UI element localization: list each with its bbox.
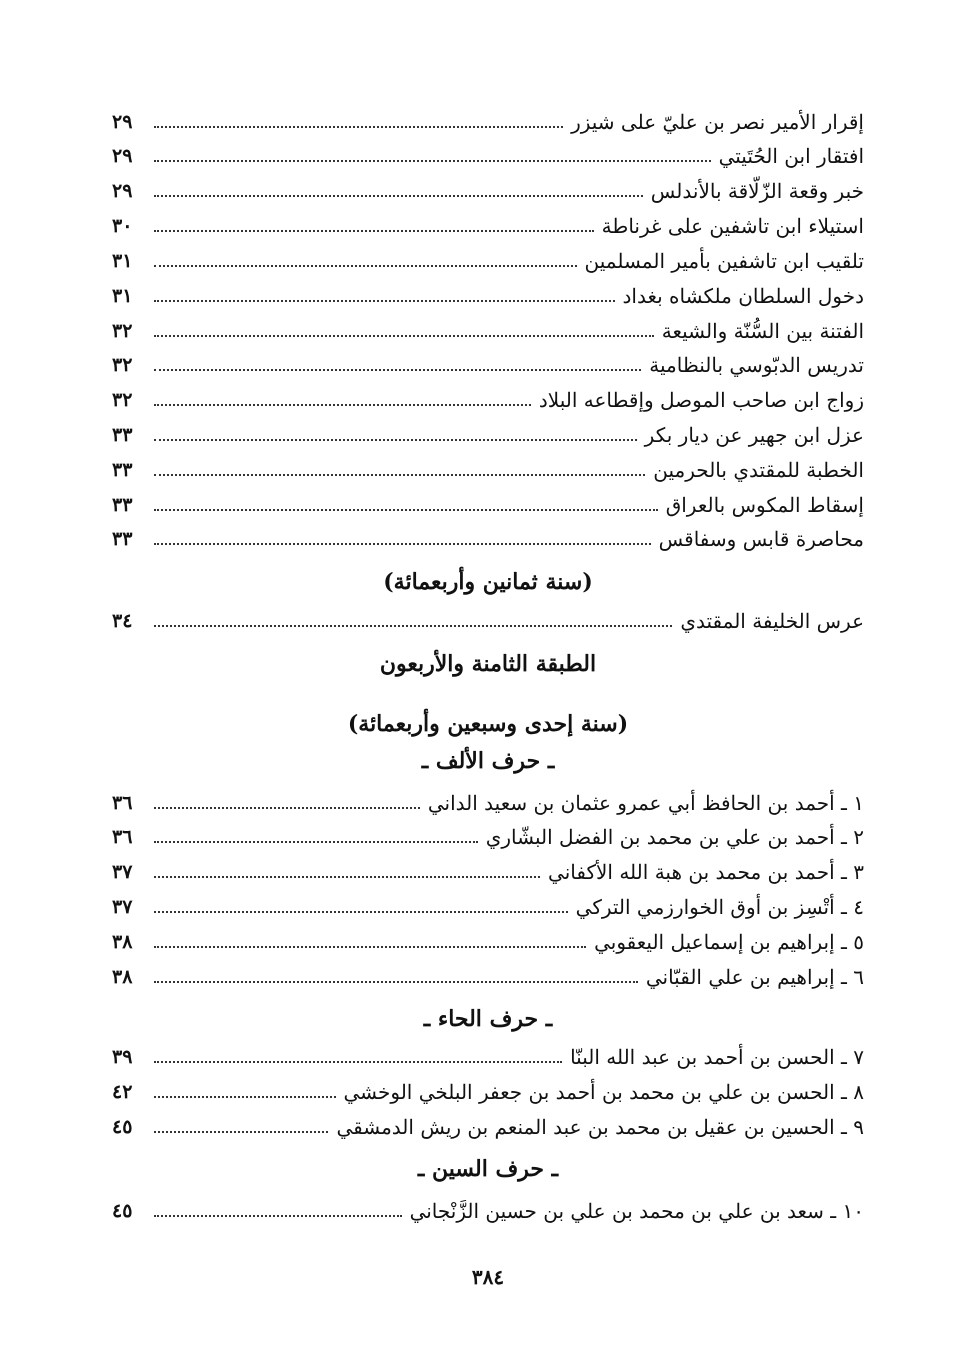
toc-entry: [112, 455, 864, 485]
year-heading: (سنة إحدى وسبعين وأربعمائة): [347, 711, 629, 737]
entry-page-number: ٣٣: [112, 459, 133, 481]
toc-entry: [112, 1112, 864, 1142]
toc-entry: [112, 962, 864, 992]
entry-title: إقرار الأمير نصر بن عليّ على شيزر: [571, 110, 864, 134]
dot-leader: [154, 1131, 328, 1133]
dot-leader: [154, 439, 637, 441]
entry-title: عزل ابن جهير عن ديار بكر: [644, 423, 864, 447]
tabaqa-heading: الطبقة الثامنة والأربعون: [379, 651, 597, 677]
entry-page-number: ٣٢: [112, 320, 133, 342]
dot-leader: [154, 625, 672, 627]
toc-entry: [112, 1196, 864, 1226]
entry-page-number: ٢٩: [112, 145, 133, 167]
toc-entry: [112, 211, 864, 241]
entry-title: ٦ ـ إبراهيم بن علي القبّاني: [645, 965, 864, 989]
dot-leader: [154, 335, 654, 337]
entry-page-number: ٣٤: [112, 610, 133, 632]
entry-page-number: ٣٦: [112, 826, 133, 848]
entry-title: عرس الخليفة المقتدي: [680, 609, 864, 633]
toc-entry: [112, 927, 864, 957]
dot-leader: [154, 300, 615, 302]
entry-title: محاصرة قابس وسفاقس: [658, 527, 864, 551]
dot-leader: [154, 230, 594, 232]
dot-leader: [154, 369, 641, 371]
toc-entry: [112, 316, 864, 346]
entry-page-number: ٤٢: [112, 1081, 133, 1103]
entry-page-number: ٣٩: [112, 1046, 133, 1068]
dot-leader: [154, 946, 586, 948]
toc-entry: [112, 524, 864, 554]
entry-title: تلقيب ابن تاشفين بأمير المسلمين: [584, 249, 864, 273]
dot-leader: [154, 195, 643, 197]
entry-page-number: ٣٧: [112, 861, 133, 883]
entry-page-number: ٣٢: [112, 354, 133, 376]
entry-title: الخطبة للمقتدي بالحرمين: [653, 458, 864, 482]
entry-page-number: ٣٣: [112, 494, 133, 516]
dot-leader: [154, 126, 563, 128]
toc-entry: [112, 176, 864, 206]
entry-page-number: ٤٥: [112, 1200, 133, 1222]
dot-leader: [154, 543, 651, 545]
toc-entry: [112, 350, 864, 380]
page-number: ٣٨٤: [471, 1265, 505, 1289]
toc-entry: [112, 141, 864, 171]
letter-heading: ـ حرف الحاء ـ: [423, 1006, 553, 1032]
toc-entry: [112, 385, 864, 415]
dot-leader: [154, 1096, 336, 1098]
entry-title: ٤ ـ أتْسِز بن أوق الخوارزمي التركي: [575, 895, 864, 919]
entry-page-number: ٢٩: [112, 111, 133, 133]
toc-entry: [112, 246, 864, 276]
entry-title: الفتنة بين السُّنّة والشيعة: [661, 319, 864, 343]
dot-leader: [154, 1061, 562, 1063]
entry-page-number: ٣٦: [112, 792, 133, 814]
dot-leader: [154, 160, 711, 162]
toc-entry: [112, 857, 864, 887]
letter-heading: ـ حرف الألف ـ: [421, 748, 555, 774]
dot-leader: [154, 911, 568, 913]
toc-entry: [112, 822, 864, 852]
entry-title: ٣ ـ أحمد بن محمد بن هبة الله الأكفاني: [548, 860, 864, 884]
entry-page-number: ٣١: [112, 285, 133, 307]
dot-leader: [154, 981, 638, 983]
entry-title: دخول السلطان ملكشاه بغداد: [622, 284, 864, 308]
entry-page-number: ٣٢: [112, 389, 133, 411]
dot-leader: [154, 807, 420, 809]
toc-entry: [112, 1042, 864, 1072]
entry-title: ٩ ـ الحسين بن عقيل بن محمد بن عبد المنعم بن ريش الدمشقي: [336, 1115, 864, 1139]
entry-page-number: ٣١: [112, 250, 133, 272]
toc-entry: [112, 606, 864, 636]
toc-entry: [112, 107, 864, 137]
letter-heading: ـ حرف السين ـ: [417, 1156, 559, 1182]
entry-title: ٥ ـ إبراهيم بن إسماعيل اليعقوبي: [594, 930, 864, 954]
dot-leader: [154, 509, 658, 511]
dot-leader: [154, 265, 577, 267]
dot-leader: [154, 404, 531, 406]
dot-leader: [154, 876, 540, 878]
toc-entry: [112, 490, 864, 520]
dot-leader: [154, 841, 478, 843]
entry-page-number: ٤٥: [112, 1116, 133, 1138]
entry-title: زواج ابن صاحب الموصل وإقطاعه البلاد: [538, 388, 864, 412]
entry-title: ٧ ـ الحسن بن أحمد بن عبد الله البنّا: [570, 1045, 864, 1069]
entry-page-number: ٣٣: [112, 424, 133, 446]
entry-page-number: ٣٠: [112, 215, 133, 237]
toc-entry: [112, 892, 864, 922]
dot-leader: [154, 474, 645, 476]
entry-title: ٨ ـ الحسن بن علي بن محمد بن أحمد بن جعفر البلخي الوخشي: [343, 1080, 864, 1104]
entry-page-number: ٢٩: [112, 180, 133, 202]
entry-page-number: ٣٨: [112, 931, 133, 953]
entry-title: خبر وقعة الزّلّاقة بالأندلس: [650, 179, 864, 203]
dot-leader: [154, 1215, 402, 1217]
entry-page-number: ٣٣: [112, 528, 133, 550]
entry-page-number: ٣٧: [112, 896, 133, 918]
entry-title: افتقار ابن الحُتَيتي: [718, 144, 864, 168]
entry-title: ١ ـ أحمد بن الحافظ أبي عمرو عثمان بن سعيد الداني: [427, 791, 864, 815]
toc-entry: [112, 1077, 864, 1107]
entry-title: استيلاء ابن تاشفين على غرناطة: [601, 214, 864, 238]
entry-title: تدريس الدبّوسي بالنظامية: [649, 353, 864, 377]
year-heading: (سنة ثمانين وأربعمائة): [383, 569, 593, 595]
entry-title: ٢ ـ أحمد بن علي بن محمد بن الفضل البشّاري: [485, 825, 864, 849]
toc-entry: [112, 281, 864, 311]
toc-entry: [112, 420, 864, 450]
entry-title: إسقاط المكوس بالعراق: [665, 493, 864, 517]
toc-entry: [112, 788, 864, 818]
entry-title: ١٠ ـ سعد بن علي بن محمد بن علي بن حسين الزَّنْجاني: [409, 1199, 864, 1223]
entry-page-number: ٣٨: [112, 966, 133, 988]
